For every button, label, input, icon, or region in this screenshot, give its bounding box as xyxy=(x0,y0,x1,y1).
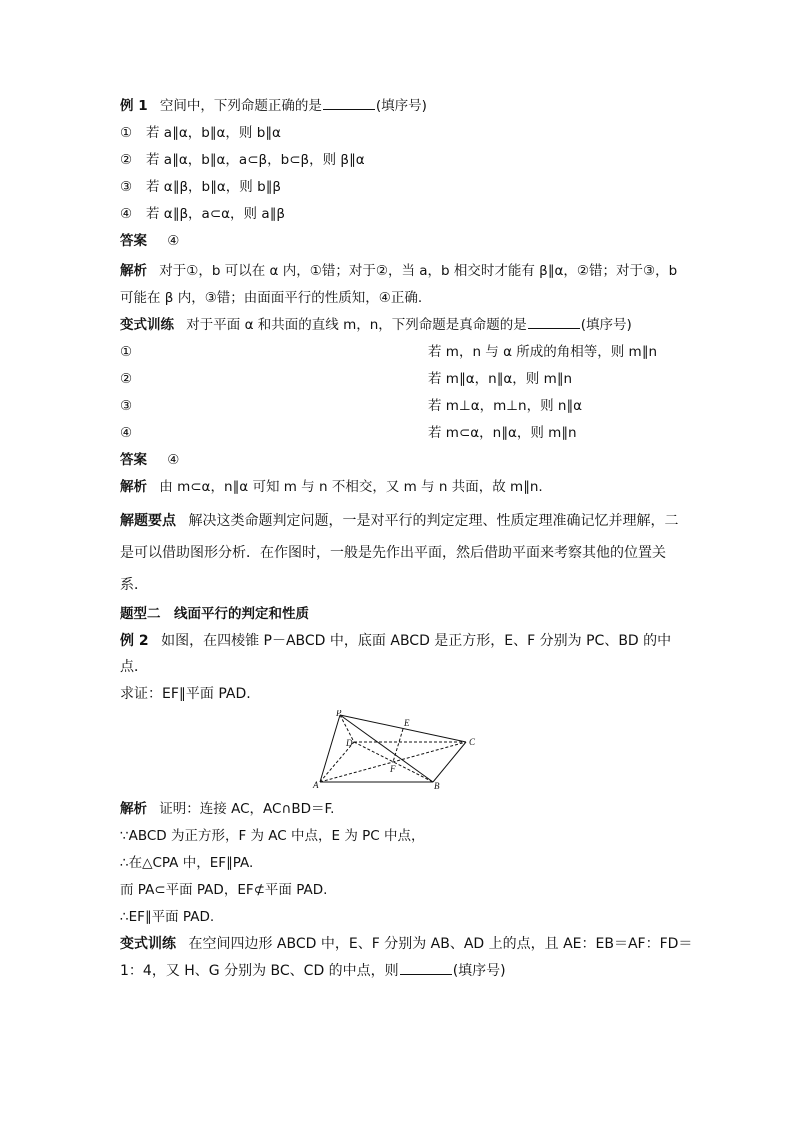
label-B: B xyxy=(434,781,440,790)
label-C: C xyxy=(469,737,476,747)
option-text: 若 m⊂α，n∥α，则 m∥n xyxy=(428,425,577,441)
example-2-prove: 求证：EF∥平面 PAD. xyxy=(120,686,251,702)
variant-1-option-2 xyxy=(120,370,680,388)
label-D: D xyxy=(346,738,353,748)
option-number: ① xyxy=(120,125,133,141)
answer-blank xyxy=(528,316,580,329)
analysis-label: 解析 xyxy=(120,801,147,817)
example-2-line-1 xyxy=(120,632,671,650)
diagonal-AC xyxy=(320,742,466,782)
key-points-line-3 xyxy=(120,576,148,594)
option-text: 若 α∥β，a⊂α，则 a∥β xyxy=(146,206,285,222)
pyramid-figure xyxy=(310,710,490,790)
option-text: 若 α∥β，b∥α，则 b∥β xyxy=(146,179,281,195)
example-2-label: 例 2 xyxy=(120,633,149,649)
variant-text: 在空间四边形 ABCD 中，E、F 分别为 AB、AD 上的点，且 AE：EB＝AF：FD＝ xyxy=(188,936,693,952)
option-number: ④ xyxy=(120,206,133,222)
example-2-text: 点． xyxy=(120,659,148,675)
variant-1-option-1 xyxy=(120,343,680,361)
key-points-line-2 xyxy=(120,544,666,562)
proof-step-4: 而 PA⊂平面 PAD，EF⊄平面 PAD. xyxy=(120,882,328,898)
option-number: ③ xyxy=(120,398,133,414)
answer-blank xyxy=(400,962,452,975)
example-2-line-2 xyxy=(120,658,148,676)
example-2-analysis-line-1 xyxy=(120,800,334,818)
key-points-text: 解决这类命题判定问题，一是对平行的判定定理、性质定理准确记忆并理解，二 xyxy=(188,513,679,529)
option-text: 若 a∥α，b∥α，a⊂β，b⊂β，则 β∥α xyxy=(146,152,365,168)
example-1-option-2 xyxy=(120,151,365,169)
example-1-option-4 xyxy=(120,205,285,223)
example-1-option-1 xyxy=(120,124,281,142)
fill-hint: (填序号) xyxy=(580,317,632,333)
answer-value: ④ xyxy=(167,233,180,249)
proof-step-3: ∴在△CPA 中，EF∥PA. xyxy=(120,855,254,871)
example-1-answer xyxy=(120,232,179,250)
answer-label: 答案 xyxy=(120,452,147,468)
edge-AD xyxy=(320,742,354,782)
answer-label: 答案 xyxy=(120,233,147,249)
variant-1-option-3 xyxy=(120,397,680,415)
edge-BC xyxy=(433,742,466,782)
option-number: ④ xyxy=(120,425,133,441)
answer-blank xyxy=(323,97,375,110)
label-A: A xyxy=(313,780,319,790)
variant-1-option-4 xyxy=(120,424,680,442)
key-points-text: 系． xyxy=(120,577,148,593)
proof-step: 证明：连接 AC，AC∩BD＝F. xyxy=(159,801,335,817)
example-1-option-3 xyxy=(120,178,281,196)
analysis-text: 对于①，b 可以在 α 内，①错；对于②，当 a，b 相交时才能有 β∥α，②错；对于③，b xyxy=(159,263,678,279)
variant-label: 变式训练 xyxy=(120,936,176,952)
proof-step-2: ∵ABCD 为正方形，F 为 AC 中点，E 为 PC 中点， xyxy=(120,828,425,844)
variant-1-analysis xyxy=(120,478,543,496)
analysis-label: 解析 xyxy=(120,479,147,495)
example-1-analysis-line-2 xyxy=(120,289,422,307)
variant-question-text: 对于平面 α 和共面的直线 m，n，下列命题是真命题的是 xyxy=(186,317,527,333)
variant-training-2-line-2 xyxy=(120,962,506,980)
label-E: E xyxy=(404,718,410,728)
edge-PA xyxy=(320,715,340,782)
example-2-text: 如图，在四棱锥 P－ABCD 中，底面 ABCD 是正方形，E、F 分别为 PC、BD 的中 xyxy=(161,633,672,649)
option-text: 若 a∥α，b∥α，则 b∥α xyxy=(146,125,281,141)
option-number: ② xyxy=(120,371,133,387)
fill-hint: (填序号) xyxy=(375,98,427,114)
label-P: P xyxy=(336,710,342,718)
example-1-label: 例 1 xyxy=(120,98,148,114)
key-points-label: 解题要点 xyxy=(120,513,176,529)
variant-1-answer xyxy=(120,451,179,469)
proof-step-5: ∴EF∥平面 PAD. xyxy=(120,909,215,925)
variant-label: 变式训练 xyxy=(120,317,174,333)
example-1-question-text: 空间中，下列命题正确的是 xyxy=(159,98,322,114)
answer-value: ④ xyxy=(167,452,180,468)
option-text: 若 m∥α，n∥α，则 m∥n xyxy=(428,371,573,387)
option-text: 若 m，n 与 α 所成的角相等，则 m∥n xyxy=(428,344,658,360)
section-heading-type-2: 题型二 线面平行的判定和性质 xyxy=(120,606,309,622)
key-points-text: 是可以借助图形分析．在作图时，一般是先作出平面，然后借助平面来考察其他的位置关 xyxy=(120,545,666,561)
analysis-text: 可能在 β 内，③错；由面面平行的性质知，④正确. xyxy=(120,290,423,306)
analysis-text: 由 m⊂α，n∥α 可知 m 与 n 不相交，又 m 与 n 共面，故 m∥n. xyxy=(159,479,543,495)
analysis-label: 解析 xyxy=(120,263,147,279)
fill-hint: (填序号) xyxy=(452,963,506,979)
example-1-question xyxy=(120,97,427,115)
option-number: ② xyxy=(120,152,133,168)
option-number: ③ xyxy=(120,179,133,195)
label-F: F xyxy=(390,764,396,774)
variant-training-1-question xyxy=(120,316,632,334)
example-1-analysis-line-1 xyxy=(120,262,677,280)
option-text: 若 m⊥α，m⊥n，则 n∥α xyxy=(428,398,583,414)
variant-text: 1：4，又 H、G 分别为 BC、CD 的中点，则 xyxy=(120,963,399,979)
key-points-line-1 xyxy=(120,512,678,530)
option-number: ① xyxy=(120,344,133,360)
variant-training-2-line-1 xyxy=(120,935,692,953)
